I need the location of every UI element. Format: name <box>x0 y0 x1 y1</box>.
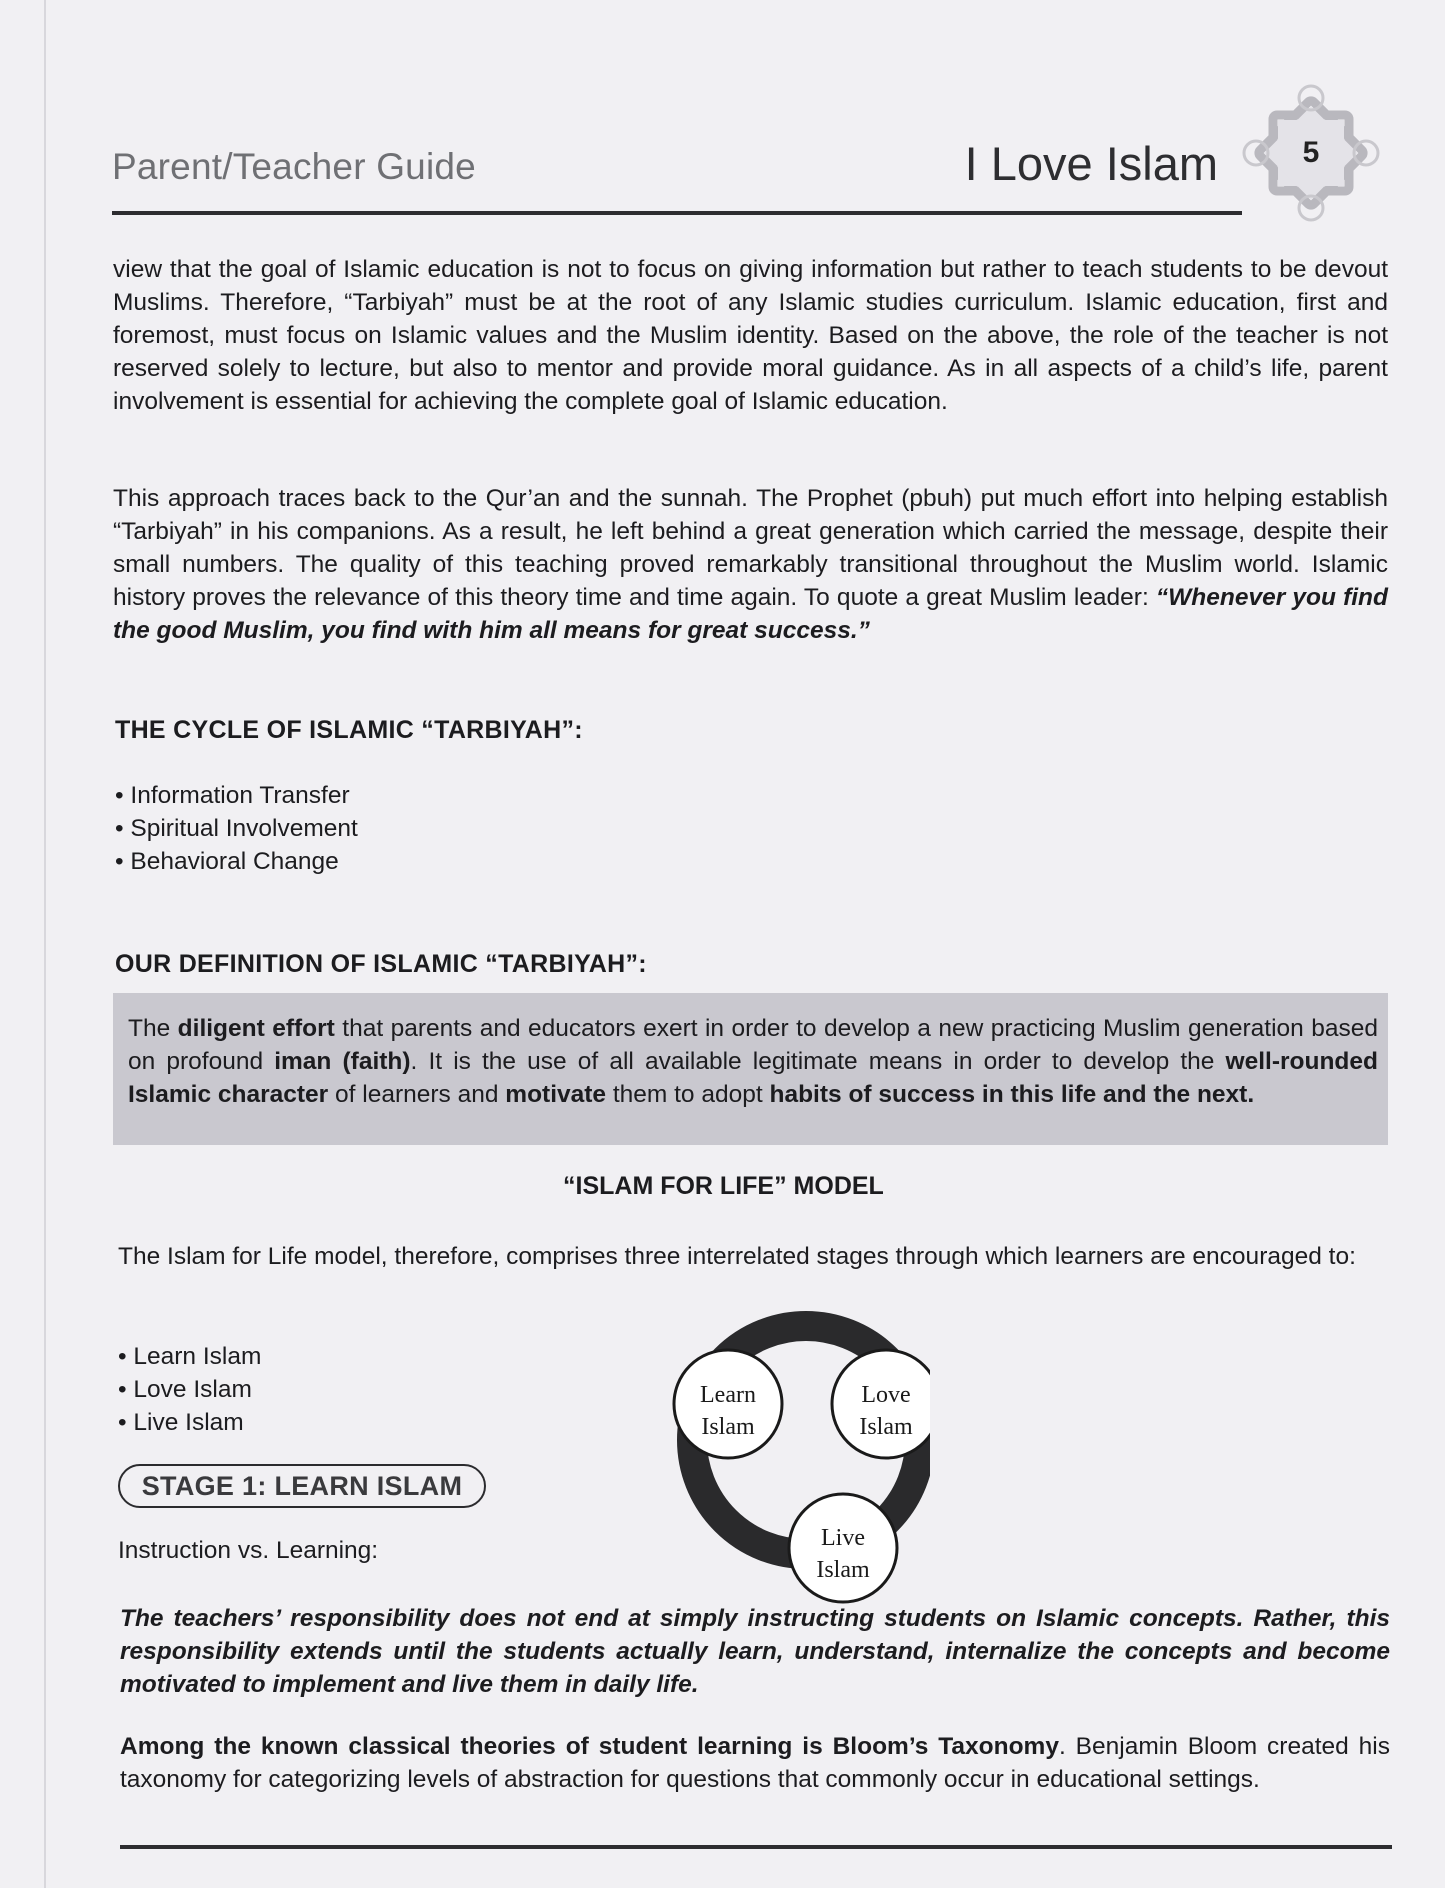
cycle-heading: THE CYCLE OF ISLAMIC “TARBIYAH”: <box>115 716 583 744</box>
stage-1-pill: STAGE 1: LEARN ISLAM <box>118 1464 486 1508</box>
list-item: • Behavioral Change <box>115 845 358 878</box>
model-title: “ISLAM FOR LIFE” MODEL <box>563 1172 884 1200</box>
bloom-emphasis: Among the known classical theories of student learning is Bloom’s Taxonomy <box>120 1733 1059 1760</box>
instruction-vs-learning: Instruction vs. Learning: <box>118 1537 379 1564</box>
definition-emphasis: diligent effort <box>177 1015 335 1042</box>
learn-label-line1: Learn <box>700 1382 756 1408</box>
bloom-text: . Benjamin Bloom created his taxonomy for categorizing levels of abstraction for questions that commonly occur in educational settings. <box>120 1733 1390 1793</box>
definition-fragment: . It is the use of all available legitimate means in order to develop the <box>410 1048 1226 1075</box>
page-edge-line <box>44 0 46 1888</box>
definition-emphasis: habits of success in this life and the next. <box>769 1081 1255 1108</box>
history-paragraph <box>113 482 1388 647</box>
list-item: • Live Islam <box>118 1406 261 1439</box>
footer-divider <box>120 1845 1392 1849</box>
page-number: 5 <box>1302 136 1320 169</box>
list-item: • Information Transfer <box>115 779 358 812</box>
list-item: • Learn Islam <box>118 1340 261 1373</box>
intro-paragraph: view that the goal of Islamic education is not to focus on giving information but rather to teach students to be devout Muslims. Therefore, “Tarbiyah” must be at the root of any Islamic studies curriculum. Islamic education, first and foremost, must focus on Islamic values and the Muslim identity. Based on the above, the role of the teacher is not reserved solely to lecture, but also to mentor and provide moral guidance. As in all aspects of a child’s life, parent involvement is essential for achieving the complete goal of Islamic education. <box>113 256 1388 415</box>
love-label-line1: Love <box>861 1382 911 1408</box>
live-label-line1: Live <box>821 1525 865 1551</box>
definition-emphasis: iman (faith) <box>274 1048 411 1075</box>
learn-islam-node <box>674 1350 782 1458</box>
love-label-line2: Islam <box>859 1414 913 1440</box>
definition-emphasis: motivate <box>505 1081 607 1108</box>
definition-heading: OUR DEFINITION OF ISLAMIC “TARBIYAH”: <box>115 950 647 978</box>
guide-title: Parent/Teacher Guide <box>112 146 476 187</box>
love-islam-node <box>832 1350 930 1458</box>
definition-fragment: The <box>128 1015 178 1042</box>
cycle-list <box>115 779 358 878</box>
definition-fragment: them to adopt <box>606 1081 770 1108</box>
definition-text <box>128 1012 1378 1111</box>
header-divider <box>112 211 1242 215</box>
leader-quote: “Whenever you find the good Muslim, you find with him all means for great success.” <box>113 584 1388 644</box>
learn-label-line2: Islam <box>701 1414 755 1440</box>
definition-fragment: that parents and educators exert in order to develop a new practicing Muslim generation based on profound <box>128 1015 1379 1075</box>
stage-list <box>118 1340 261 1439</box>
live-label-line2: Islam <box>816 1557 870 1583</box>
definition-fragment: of learners and <box>328 1081 506 1108</box>
list-item: • Spiritual Involvement <box>115 812 358 845</box>
list-item: • Love Islam <box>118 1373 261 1406</box>
model-intro: The Islam for Life model, therefore, comprises three interrelated stages through which learners are encouraged to: <box>118 1243 1356 1270</box>
book-title: I Love Islam <box>964 137 1218 190</box>
live-islam-node-circle <box>778 1483 908 1613</box>
bloom-paragraph <box>120 1730 1390 1796</box>
teacher-responsibility-text: The teachers’ responsibility does not end at simply instructing students on Islamic concepts. Rather, this responsibility extends until the students actually learn, understand, internalize the concepts and become motivated to implement and live them in daily life. <box>120 1605 1390 1698</box>
definition-emphasis: well-rounded Islamic character <box>128 1048 1378 1108</box>
history-text: This approach traces back to the Qur’an and the sunnah. The Prophet (pbuh) put much effort into helping establish “Tarbiyah” in his companions. As a result, he left behind a great generation which carried the message, despite their small numbers. The quality of this teaching proved remarkably transitional throughout the Muslim world. Islamic history proves the relevance of this theory time and time again. To quote a great Muslim leader: <box>113 485 1388 611</box>
